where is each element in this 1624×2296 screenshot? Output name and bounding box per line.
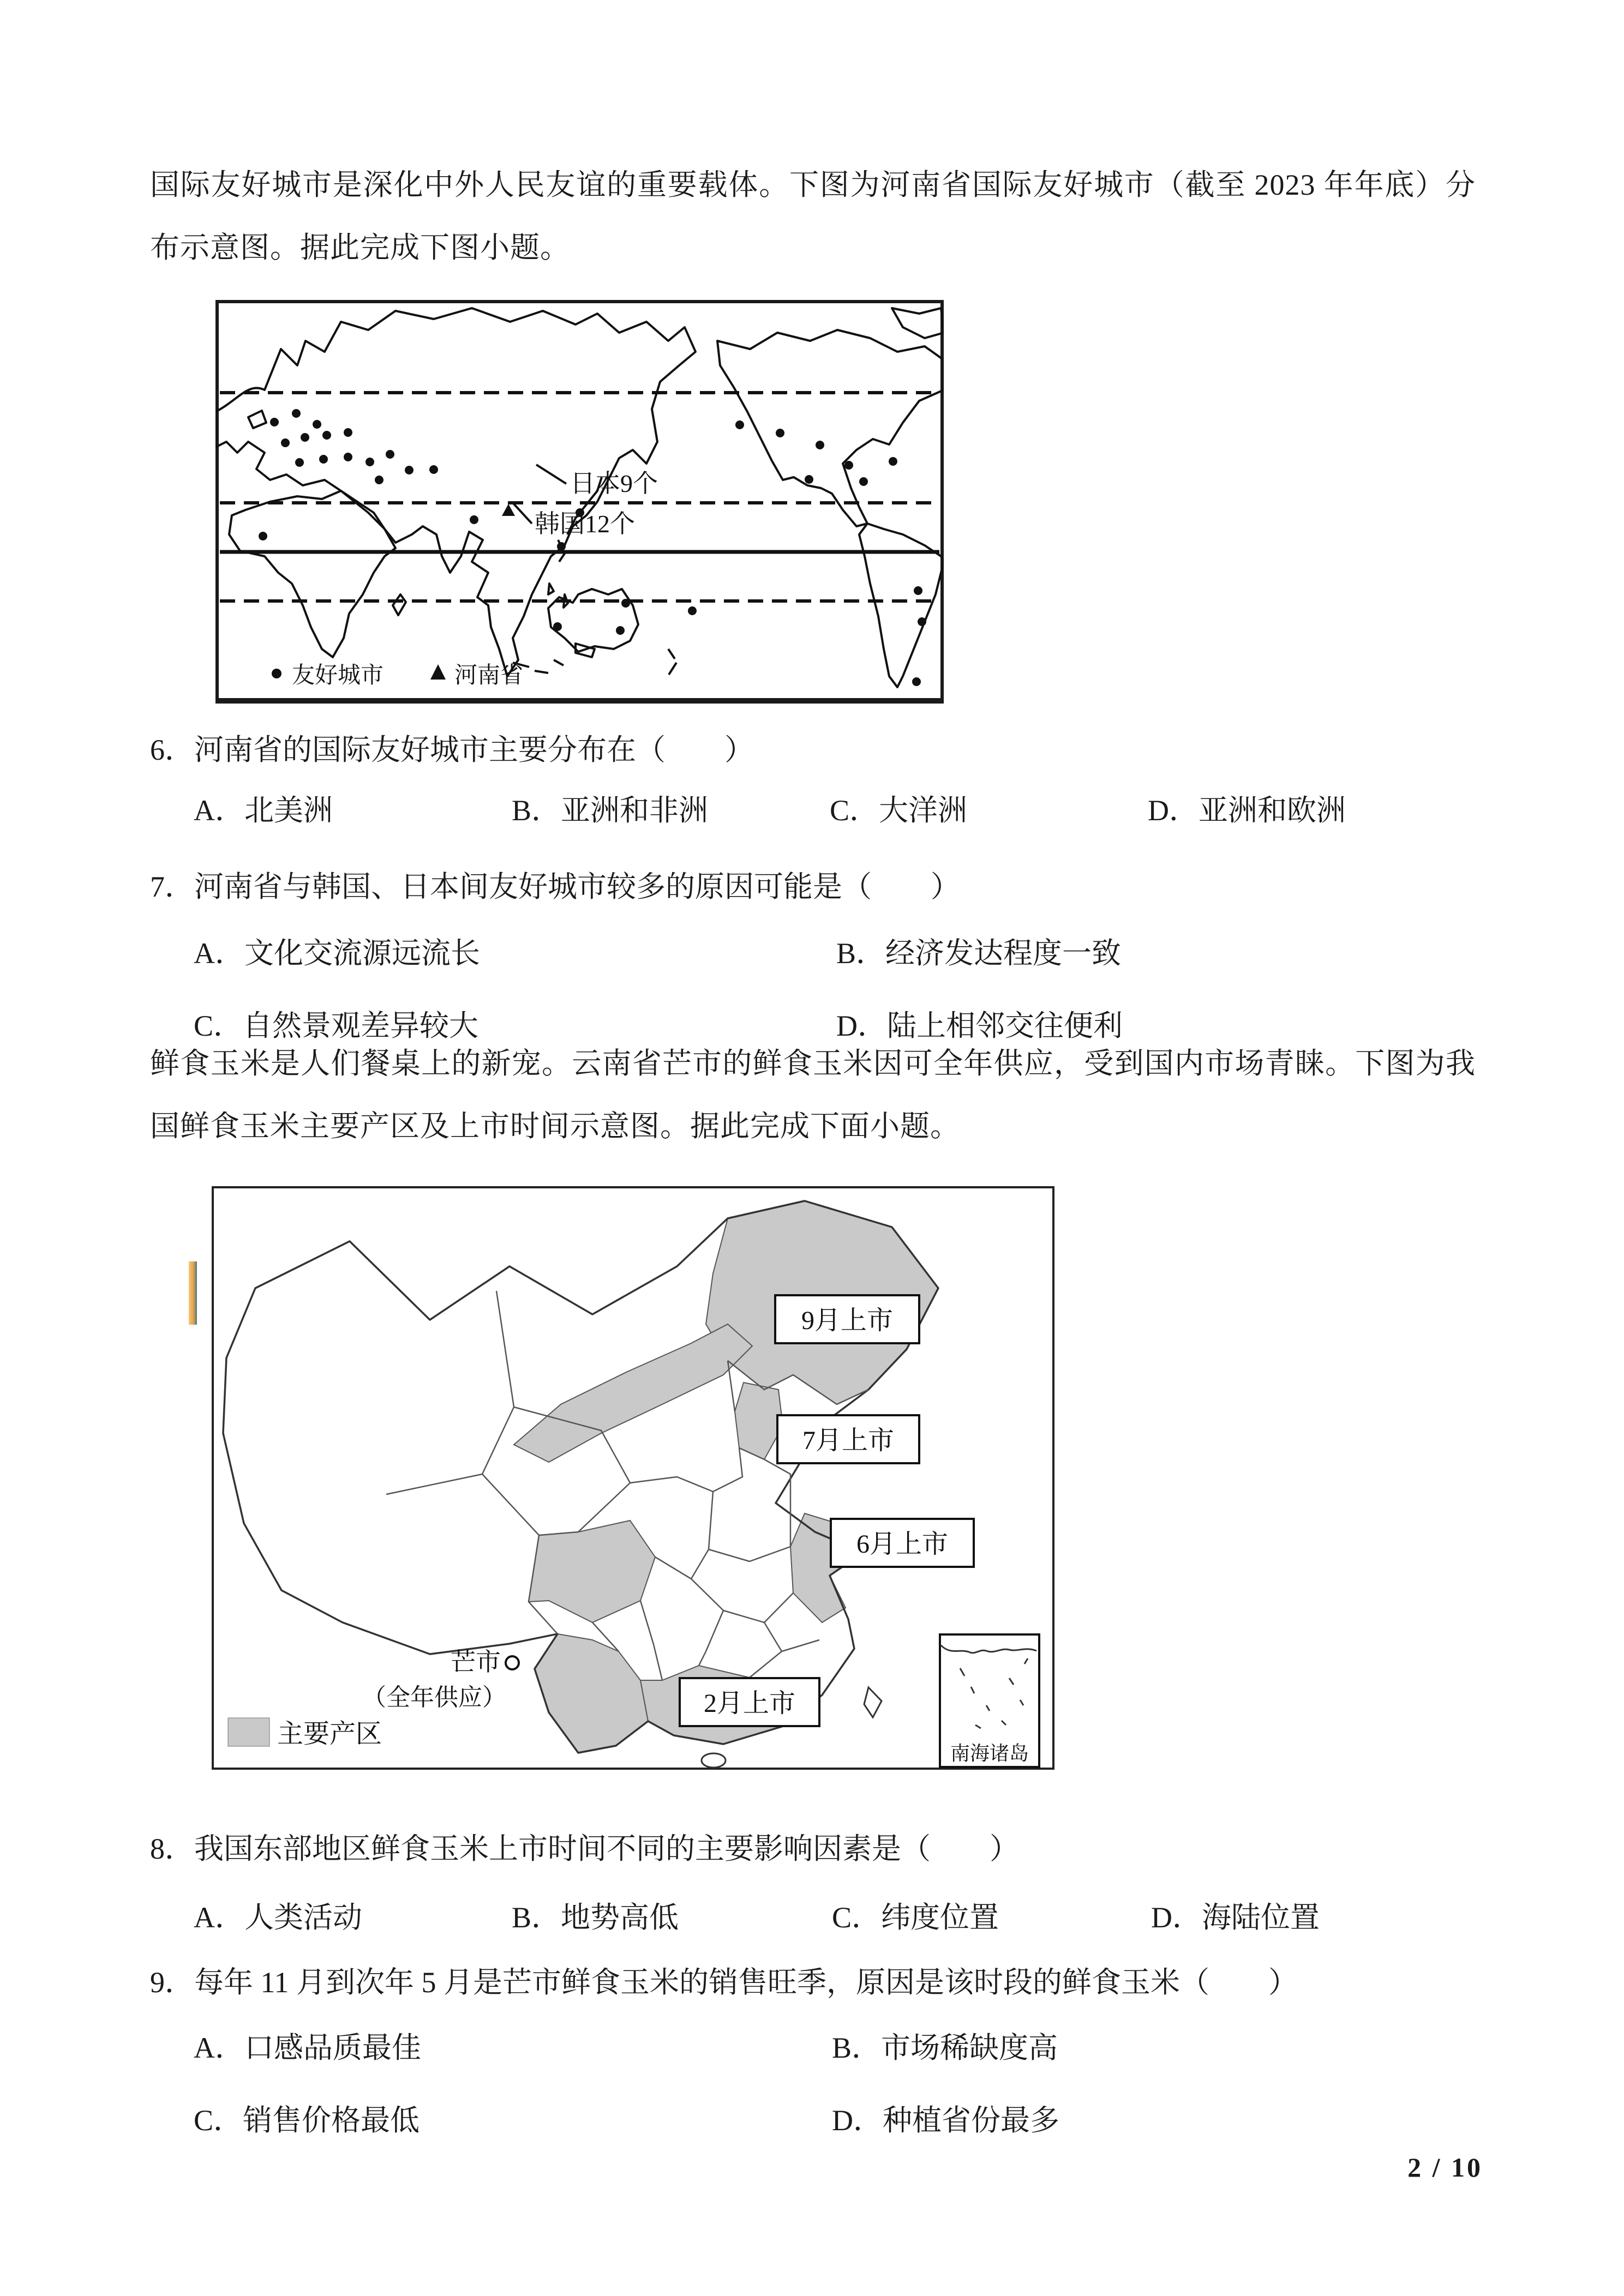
madagascar-outline	[393, 594, 406, 615]
region-sichuan	[529, 1520, 655, 1622]
world-map-svg	[215, 300, 944, 704]
producing-area-swatch	[228, 1718, 269, 1746]
intro-paragraph-2: 鲜食玉米是人们餐桌上的新宠。云南省芒市的鲜食玉米因可全年供应，受到国内市场青睐。下图为我国鲜食玉米主要产区及上市时间示意图。据此完成下面小题。	[150, 1047, 1476, 1143]
question-6-stem: 6．河南省的国际友好城市主要分布在（ ）	[150, 734, 754, 766]
q8-option-d: D．海陆位置	[1151, 1901, 1320, 1934]
q7-option-b: B．经济发达程度一致	[836, 937, 1122, 970]
world-map-figure	[215, 300, 944, 704]
south-america-outline	[859, 524, 944, 687]
label-june: 6月上市	[856, 1530, 949, 1559]
intro-paragraph-1: 国际友好城市是深化中外人民友谊的重要载体。下图为河南省国际友好城市（截至 2023 年年底）分布示意图。据此完成下图小题。	[150, 169, 1476, 264]
continent-outlines	[215, 308, 944, 687]
q6-option-a: A．北美洲	[194, 794, 333, 827]
q9-option-c: C．销售价格最低	[194, 2104, 420, 2137]
producing-area-label: 主要产区	[277, 1720, 382, 1748]
australia-outline	[548, 589, 638, 652]
legend-city-label: 友好城市	[292, 663, 384, 688]
q7-option-d: D．陆上相邻交往便利	[836, 1009, 1123, 1042]
world-map-legend	[272, 663, 523, 688]
producing-regions	[514, 1201, 938, 1753]
question-6-options	[0, 787, 1624, 831]
henan-triangle-legend-icon	[430, 664, 446, 680]
henan-triangle-icon	[502, 504, 515, 516]
japan-count-label: 日本9个	[570, 470, 658, 497]
mangshi-note-label: （全年供应）	[362, 1684, 506, 1711]
inset-label: 南海诸岛	[950, 1742, 1029, 1764]
mangshi-label: 芒市	[451, 1648, 501, 1676]
newzealand-outline	[668, 649, 676, 675]
q8-option-b: B．地势高低	[512, 1901, 679, 1934]
question-7-options-row1	[0, 930, 1624, 973]
q6-option-c: C．大洋洲	[830, 794, 968, 827]
indonesia-newguinea	[513, 644, 595, 673]
page-number: 2 / 10	[1407, 2152, 1483, 2183]
legend-henan-label: 河南省	[454, 663, 524, 688]
label-february: 2月上市	[703, 1689, 796, 1718]
q9-option-b: B．市场稀缺度高	[832, 2031, 1058, 2064]
q8-option-a: A．人类活动	[194, 1901, 362, 1934]
africa-outline	[229, 491, 395, 657]
korea-leader-line	[513, 503, 532, 524]
q6-option-b: B．亚洲和非洲	[512, 794, 709, 827]
britain-outline	[248, 411, 266, 428]
hainan-island	[702, 1753, 726, 1768]
question-9-options-row2	[0, 2097, 1624, 2141]
question-8-stem: 8．我国东部地区鲜食玉米上市时间不同的主要影响因素是（ ）	[150, 1832, 1019, 1865]
q7-option-c: C．自然景观差异较大	[194, 1009, 479, 1042]
north-america-outline	[717, 330, 944, 526]
question-9-stem: 9．每年 11 月到次年 5 月是芒市鲜食玉米的销售旺季，原因是该时段的鲜食玉米（ ）	[150, 1966, 1298, 1999]
japan-leader-line	[536, 465, 566, 484]
q9-option-d: D．种植省份最多	[832, 2104, 1059, 2137]
region-hebei	[735, 1383, 783, 1459]
question-8-options	[0, 1894, 1624, 1938]
region-inner-mongolia	[514, 1324, 752, 1462]
q9-option-a: A．口感品质最佳	[194, 2031, 421, 2064]
mangshi-marker-icon	[506, 1656, 519, 1669]
china-map-figure	[212, 1186, 1054, 1770]
china-map-svg	[212, 1186, 1054, 1770]
korea-count-label: 韩国12个	[535, 510, 635, 538]
label-july: 7月上市	[802, 1426, 895, 1455]
question-9-options-row1	[0, 2024, 1624, 2068]
south-china-sea-inset	[940, 1634, 1039, 1767]
annotation-mark	[189, 1261, 197, 1325]
china-map-legend	[228, 1718, 382, 1748]
question-7-stem: 7．河南省与韩国、日本间友好城市较多的原因可能是（ ）	[150, 870, 960, 903]
friendship-city-dots	[259, 409, 926, 686]
taiwan-island	[864, 1687, 882, 1717]
q7-option-a: A．文化交流源远流长	[194, 937, 480, 970]
city-dot-icon	[272, 669, 281, 678]
label-september: 9月上市	[801, 1306, 894, 1335]
greenland-outline	[892, 308, 944, 338]
q6-option-d: D．亚洲和欧洲	[1148, 794, 1346, 827]
q8-option-c: C．纬度位置	[832, 1901, 999, 1934]
